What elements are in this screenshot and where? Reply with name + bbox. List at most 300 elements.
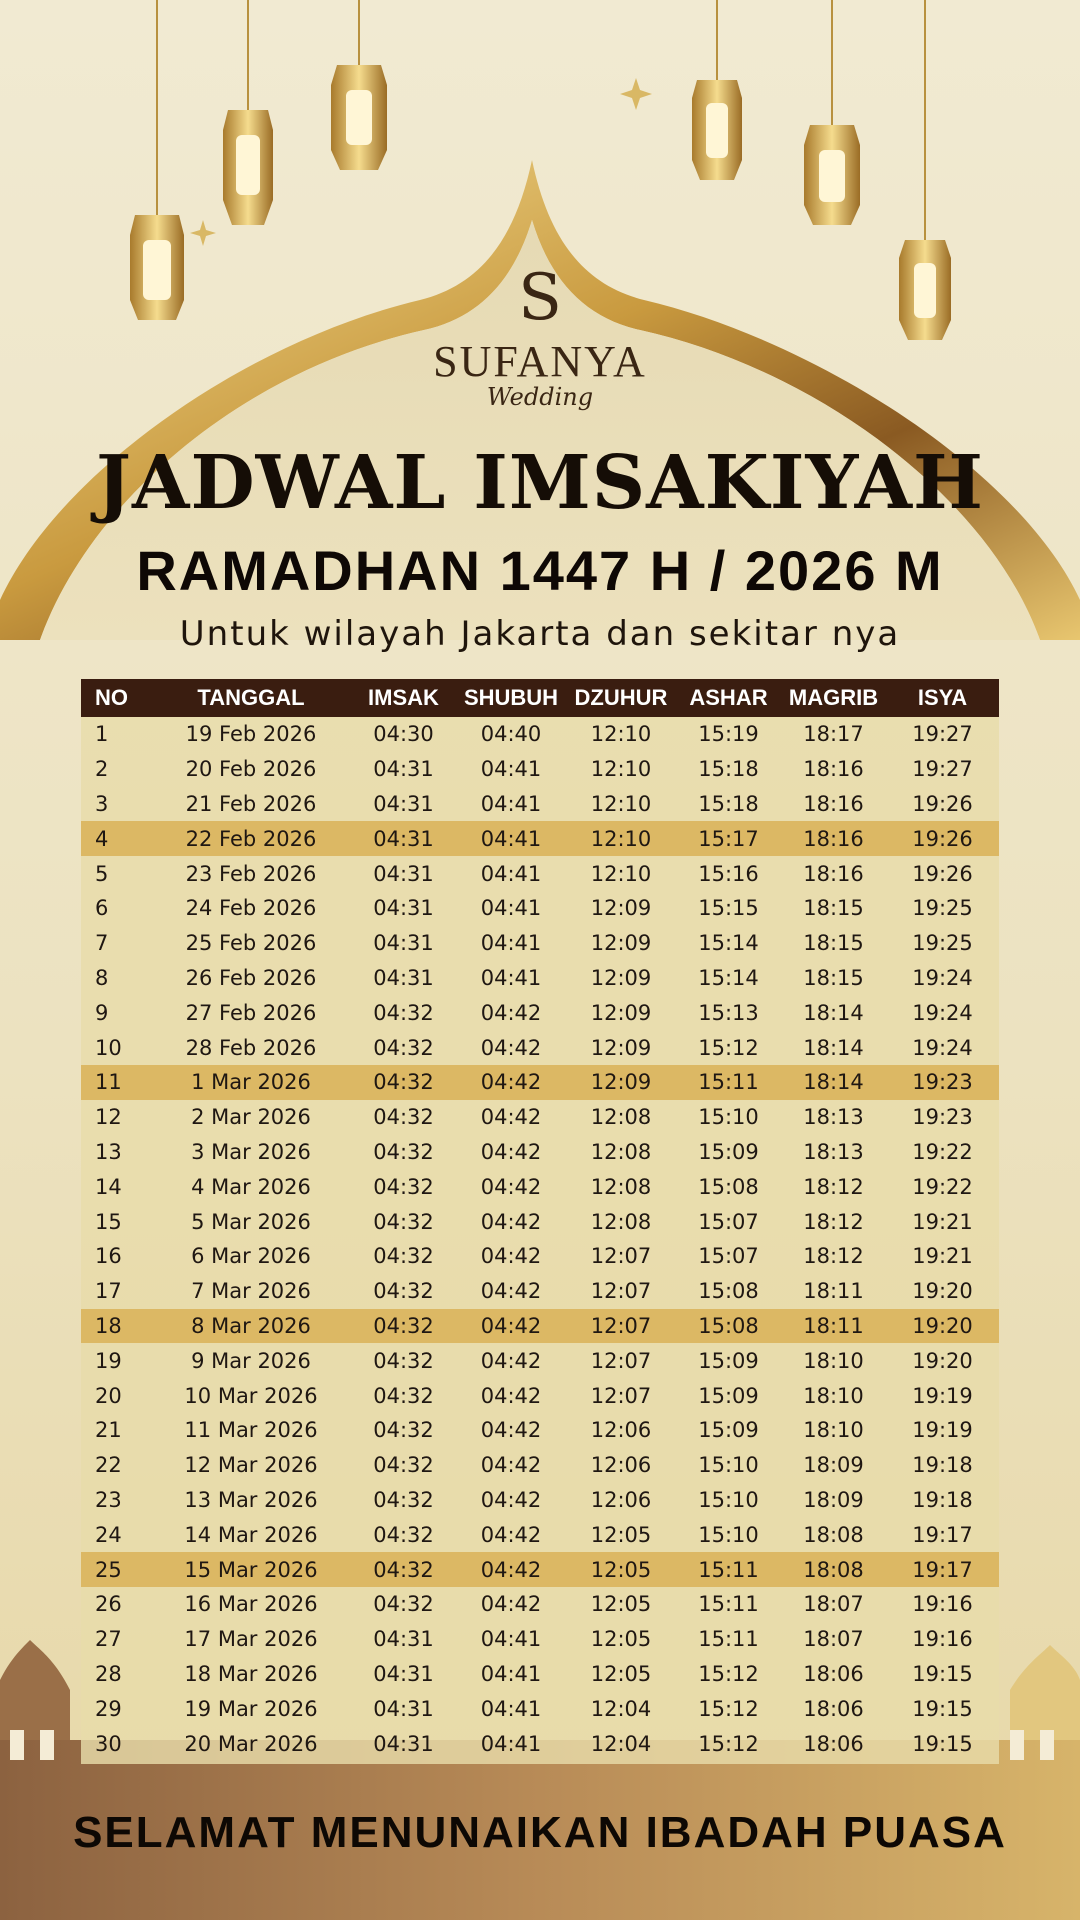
cell-shubuh: 04:41 bbox=[480, 931, 542, 956]
cell-magrib: 18:16 bbox=[803, 791, 864, 816]
cell-magrib: 18:12 bbox=[803, 1174, 864, 1199]
cell-imsak: 04:32 bbox=[351, 1309, 456, 1344]
lantern-3 bbox=[331, 0, 387, 170]
cell-magrib: 18:09 bbox=[803, 1453, 864, 1478]
cell-isya: 19:25 bbox=[912, 931, 973, 956]
cell-imsak: 04:31 bbox=[373, 861, 434, 886]
cell-magrib: 18:16 bbox=[803, 757, 864, 782]
cell-imsak: 04:32 bbox=[373, 1000, 434, 1025]
cell-shubuh: 04:42 bbox=[480, 1279, 542, 1304]
cell-dzuhur: 12:10 bbox=[590, 861, 652, 886]
cell-ashar: 15:12 bbox=[698, 1035, 759, 1060]
table-row bbox=[81, 891, 999, 926]
cell-magrib: 18:09 bbox=[803, 1487, 864, 1512]
cell-imsak: 04:31 bbox=[373, 1627, 434, 1652]
cell-magrib: 18:12 bbox=[803, 1244, 864, 1269]
cell-magrib: 18:10 bbox=[803, 1348, 864, 1373]
table-row bbox=[81, 995, 999, 1030]
cell-isya: 19:23 bbox=[912, 1105, 973, 1130]
cell-dzuhur: 12:09 bbox=[566, 1065, 676, 1100]
cell-magrib: 18:14 bbox=[803, 1000, 864, 1025]
cell-shubuh: 04:41 bbox=[456, 821, 566, 856]
cell-date: 8 Mar 2026 bbox=[151, 1309, 351, 1344]
cell-ashar: 15:11 bbox=[676, 1552, 781, 1587]
cell-shubuh: 04:41 bbox=[480, 757, 542, 782]
cell-isya: 19:23 bbox=[886, 1065, 999, 1100]
cell-shubuh: 04:42 bbox=[480, 1383, 542, 1408]
cell-no: 14 bbox=[95, 1174, 122, 1199]
lantern-6 bbox=[899, 0, 951, 340]
schedule-table-container bbox=[81, 679, 999, 1764]
cell-imsak: 04:32 bbox=[373, 1383, 434, 1408]
cell-magrib: 18:15 bbox=[803, 965, 864, 990]
cell-magrib: 18:16 bbox=[803, 861, 864, 886]
cell-date: 18 Mar 2026 bbox=[184, 1661, 318, 1686]
cell-magrib: 18:06 bbox=[803, 1661, 864, 1686]
cell-imsak: 04:32 bbox=[373, 1174, 434, 1199]
cell-shubuh: 04:41 bbox=[480, 965, 542, 990]
cell-isya: 19:19 bbox=[912, 1383, 973, 1408]
cell-isya: 19:20 bbox=[912, 1279, 973, 1304]
cell-dzuhur: 12:08 bbox=[590, 1105, 652, 1130]
table-row bbox=[81, 1483, 999, 1518]
page-subtitle: RAMADHAN 1447 H / 2026 M bbox=[136, 539, 944, 602]
cell-imsak: 04:31 bbox=[373, 1696, 434, 1721]
cell-date: 24 Feb 2026 bbox=[185, 896, 317, 921]
cell-no: 23 bbox=[95, 1487, 122, 1512]
cell-dzuhur: 12:07 bbox=[566, 1309, 676, 1344]
cell-date: 16 Mar 2026 bbox=[184, 1592, 318, 1617]
cell-isya: 19:26 bbox=[912, 861, 973, 886]
table-row bbox=[81, 856, 999, 891]
cell-no: 22 bbox=[95, 1453, 122, 1478]
table-row bbox=[81, 787, 999, 822]
cell-ashar: 15:10 bbox=[698, 1487, 759, 1512]
cell-shubuh: 04:41 bbox=[480, 861, 542, 886]
cell-isya: 19:18 bbox=[912, 1487, 973, 1512]
cell-ashar: 15:19 bbox=[698, 722, 759, 747]
cell-dzuhur: 12:08 bbox=[590, 1139, 652, 1164]
cell-date: 3 Mar 2026 bbox=[191, 1139, 311, 1164]
cell-date: 22 Feb 2026 bbox=[151, 821, 351, 856]
cell-ashar: 15:08 bbox=[698, 1174, 759, 1199]
cell-dzuhur: 12:06 bbox=[590, 1487, 652, 1512]
header-dzuhur: DZUHUR bbox=[574, 685, 668, 710]
mosque-silhouette-left bbox=[0, 1640, 70, 1740]
cell-shubuh: 04:41 bbox=[480, 1731, 542, 1756]
cell-magrib: 18:15 bbox=[803, 931, 864, 956]
cell-dzuhur: 12:07 bbox=[590, 1348, 652, 1373]
cell-shubuh: 04:42 bbox=[480, 1244, 542, 1269]
cell-imsak: 04:32 bbox=[373, 1209, 434, 1234]
cell-magrib: 18:13 bbox=[803, 1105, 864, 1130]
cell-isya: 19:17 bbox=[912, 1522, 973, 1547]
cell-imsak: 04:32 bbox=[373, 1244, 434, 1269]
cell-dzuhur: 12:05 bbox=[566, 1552, 676, 1587]
cell-magrib: 18:06 bbox=[803, 1731, 864, 1756]
cell-no: 2 bbox=[95, 757, 109, 782]
table-row bbox=[81, 1448, 999, 1483]
cell-date: 23 Feb 2026 bbox=[185, 861, 317, 886]
cell-shubuh: 04:42 bbox=[480, 1035, 542, 1060]
cell-dzuhur: 12:06 bbox=[590, 1453, 652, 1478]
cell-no: 13 bbox=[95, 1139, 122, 1164]
cell-isya: 19:25 bbox=[912, 896, 973, 921]
lantern-2 bbox=[223, 0, 273, 225]
cell-magrib: 18:15 bbox=[803, 896, 864, 921]
cell-magrib: 18:10 bbox=[803, 1383, 864, 1408]
cell-imsak: 04:32 bbox=[373, 1035, 434, 1060]
cell-dzuhur: 12:09 bbox=[590, 896, 652, 921]
cell-no: 1 bbox=[95, 722, 109, 747]
cell-dzuhur: 12:05 bbox=[590, 1592, 652, 1617]
table-row bbox=[81, 821, 999, 856]
footer-greeting: SELAMAT MENUNAIKAN IBADAH PUASA bbox=[73, 1808, 1007, 1857]
cell-date: 13 Mar 2026 bbox=[184, 1487, 318, 1512]
cell-isya: 19:18 bbox=[912, 1453, 973, 1478]
cell-dzuhur: 12:07 bbox=[590, 1244, 652, 1269]
cell-ashar: 15:18 bbox=[698, 757, 759, 782]
cell-date: 27 Feb 2026 bbox=[185, 1000, 317, 1025]
cell-no: 17 bbox=[95, 1279, 122, 1304]
cell-shubuh: 04:42 bbox=[480, 1174, 542, 1199]
table-row bbox=[81, 1239, 999, 1274]
cell-isya: 19:15 bbox=[912, 1696, 973, 1721]
header-ashar: ASHAR bbox=[689, 685, 768, 710]
cell-date: 1 Mar 2026 bbox=[151, 1065, 351, 1100]
cell-imsak: 04:32 bbox=[373, 1487, 434, 1512]
cell-isya: 19:22 bbox=[912, 1174, 973, 1199]
cell-ashar: 15:10 bbox=[698, 1453, 759, 1478]
table-row bbox=[81, 1135, 999, 1170]
cell-no: 16 bbox=[95, 1244, 122, 1269]
cell-date: 5 Mar 2026 bbox=[191, 1209, 311, 1234]
cell-ashar: 15:11 bbox=[676, 1065, 781, 1100]
table-row bbox=[81, 1726, 999, 1761]
cell-shubuh: 04:41 bbox=[480, 896, 542, 921]
cell-imsak: 04:32 bbox=[373, 1453, 434, 1478]
cell-imsak: 04:32 bbox=[351, 1552, 456, 1587]
cell-dzuhur: 12:09 bbox=[590, 1000, 652, 1025]
cell-date: 10 Mar 2026 bbox=[184, 1383, 318, 1408]
cell-magrib: 18:08 bbox=[781, 1552, 886, 1587]
cell-dzuhur: 12:07 bbox=[590, 1279, 652, 1304]
cell-isya: 19:16 bbox=[912, 1627, 973, 1652]
cell-magrib: 18:17 bbox=[803, 722, 864, 747]
cell-isya: 19:24 bbox=[912, 965, 973, 990]
cell-no: 21 bbox=[95, 1418, 122, 1443]
cell-no: 4 bbox=[81, 821, 151, 856]
cell-shubuh: 04:42 bbox=[480, 1000, 542, 1025]
cell-isya: 19:24 bbox=[912, 1035, 973, 1060]
cell-magrib: 18:08 bbox=[803, 1522, 864, 1547]
table-body bbox=[81, 717, 999, 1761]
cell-date: 12 Mar 2026 bbox=[184, 1453, 318, 1478]
cell-date: 7 Mar 2026 bbox=[191, 1279, 311, 1304]
cell-magrib: 18:14 bbox=[781, 1065, 886, 1100]
header-no: NO bbox=[95, 685, 128, 710]
header-date: TANGGAL bbox=[197, 685, 305, 710]
cell-isya: 19:15 bbox=[912, 1661, 973, 1686]
cell-dzuhur: 12:08 bbox=[590, 1209, 652, 1234]
cell-ashar: 15:15 bbox=[698, 896, 759, 921]
table-row bbox=[81, 1274, 999, 1309]
cell-ashar: 15:08 bbox=[676, 1309, 781, 1344]
cell-isya: 19:19 bbox=[912, 1418, 973, 1443]
cell-dzuhur: 12:09 bbox=[590, 1035, 652, 1060]
cell-dzuhur: 12:05 bbox=[590, 1522, 652, 1547]
cell-date: 19 Mar 2026 bbox=[184, 1696, 318, 1721]
cell-shubuh: 04:42 bbox=[480, 1418, 542, 1443]
cell-ashar: 15:18 bbox=[698, 791, 759, 816]
header-imsak: IMSAK bbox=[368, 685, 439, 710]
cell-dzuhur: 12:10 bbox=[590, 757, 652, 782]
mosque-silhouette-right bbox=[1010, 1645, 1080, 1740]
cell-no: 5 bbox=[95, 861, 109, 886]
cell-shubuh: 04:41 bbox=[480, 1661, 542, 1686]
cell-magrib: 18:06 bbox=[803, 1696, 864, 1721]
header-isya: ISYA bbox=[917, 685, 968, 710]
cell-ashar: 15:09 bbox=[698, 1348, 759, 1373]
cell-isya: 19:21 bbox=[912, 1209, 973, 1234]
cell-dzuhur: 12:05 bbox=[590, 1627, 652, 1652]
schedule-table bbox=[81, 679, 999, 1761]
cell-magrib: 18:12 bbox=[803, 1209, 864, 1234]
cell-no: 7 bbox=[95, 931, 109, 956]
cell-isya: 19:27 bbox=[912, 757, 973, 782]
cell-dzuhur: 12:09 bbox=[590, 931, 652, 956]
cell-ashar: 15:12 bbox=[698, 1731, 759, 1756]
header-shubuh: SHUBUH bbox=[463, 685, 559, 710]
table-row bbox=[81, 926, 999, 961]
cell-imsak: 04:30 bbox=[373, 722, 434, 747]
cell-ashar: 15:14 bbox=[698, 965, 759, 990]
cell-imsak: 04:31 bbox=[373, 1731, 434, 1756]
lantern-5 bbox=[804, 0, 860, 225]
cell-date: 15 Mar 2026 bbox=[151, 1552, 351, 1587]
table-row bbox=[81, 1204, 999, 1239]
cell-no: 30 bbox=[95, 1731, 122, 1756]
table-row bbox=[81, 1517, 999, 1552]
cell-ashar: 15:07 bbox=[698, 1209, 759, 1234]
cell-ashar: 15:09 bbox=[698, 1383, 759, 1408]
cell-dzuhur: 12:06 bbox=[590, 1418, 652, 1443]
cell-magrib: 18:16 bbox=[781, 821, 886, 856]
brand-monogram: S bbox=[518, 261, 562, 335]
cell-shubuh: 04:42 bbox=[480, 1105, 542, 1130]
page-title: JADWAL IMSAKIYAH bbox=[96, 440, 984, 526]
cell-date: 11 Mar 2026 bbox=[184, 1418, 318, 1443]
cell-isya: 19:26 bbox=[912, 791, 973, 816]
cell-magrib: 18:10 bbox=[803, 1418, 864, 1443]
table-row bbox=[81, 1309, 999, 1344]
cell-isya: 19:16 bbox=[912, 1592, 973, 1617]
cell-no: 9 bbox=[95, 1000, 109, 1025]
cell-date: 9 Mar 2026 bbox=[191, 1348, 311, 1373]
cell-no: 12 bbox=[95, 1105, 122, 1130]
cell-imsak: 04:31 bbox=[351, 821, 456, 856]
cell-dzuhur: 12:10 bbox=[566, 821, 676, 856]
cell-magrib: 18:13 bbox=[803, 1139, 864, 1164]
cell-ashar: 15:14 bbox=[698, 931, 759, 956]
cell-shubuh: 04:41 bbox=[480, 1627, 542, 1652]
cell-no: 15 bbox=[95, 1209, 122, 1234]
cell-date: 19 Feb 2026 bbox=[185, 722, 317, 747]
cell-isya: 19:20 bbox=[912, 1348, 973, 1373]
cell-ashar: 15:10 bbox=[698, 1105, 759, 1130]
cell-dzuhur: 12:07 bbox=[590, 1383, 652, 1408]
cell-ashar: 15:12 bbox=[698, 1661, 759, 1686]
table-row bbox=[81, 717, 999, 752]
cell-ashar: 15:16 bbox=[698, 861, 759, 886]
table-row bbox=[81, 752, 999, 787]
cell-date: 6 Mar 2026 bbox=[191, 1244, 311, 1269]
cell-magrib: 18:07 bbox=[803, 1627, 864, 1652]
cell-magrib: 18:14 bbox=[803, 1035, 864, 1060]
cell-isya: 19:26 bbox=[886, 821, 999, 856]
cell-shubuh: 04:42 bbox=[456, 1065, 566, 1100]
cell-imsak: 04:31 bbox=[373, 757, 434, 782]
cell-no: 26 bbox=[95, 1592, 122, 1617]
table-row bbox=[81, 1169, 999, 1204]
table-row bbox=[81, 1100, 999, 1135]
cell-imsak: 04:32 bbox=[351, 1065, 456, 1100]
cell-ashar: 15:13 bbox=[698, 1000, 759, 1025]
cell-ashar: 15:11 bbox=[698, 1627, 759, 1652]
cell-magrib: 18:07 bbox=[803, 1592, 864, 1617]
brand-tagline: Wedding bbox=[486, 383, 594, 411]
cell-imsak: 04:32 bbox=[373, 1279, 434, 1304]
cell-imsak: 04:31 bbox=[373, 1661, 434, 1686]
table-row bbox=[81, 1343, 999, 1378]
cell-ashar: 15:09 bbox=[698, 1139, 759, 1164]
table-row bbox=[81, 1378, 999, 1413]
cell-date: 25 Feb 2026 bbox=[185, 931, 317, 956]
cell-shubuh: 04:42 bbox=[456, 1309, 566, 1344]
cell-no: 11 bbox=[81, 1065, 151, 1100]
cell-shubuh: 04:42 bbox=[456, 1552, 566, 1587]
table-row bbox=[81, 1413, 999, 1448]
cell-isya: 19:24 bbox=[912, 1000, 973, 1025]
cell-date: 20 Feb 2026 bbox=[185, 757, 317, 782]
cell-no: 28 bbox=[95, 1661, 122, 1686]
cell-no: 8 bbox=[95, 965, 109, 990]
cell-dzuhur: 12:10 bbox=[590, 722, 652, 747]
brand-name: SUFANYA bbox=[433, 337, 647, 386]
cell-shubuh: 04:42 bbox=[480, 1453, 542, 1478]
cell-date: 28 Feb 2026 bbox=[185, 1035, 317, 1060]
lantern-1 bbox=[130, 0, 184, 320]
cell-date: 17 Mar 2026 bbox=[184, 1627, 318, 1652]
sparkle-icon bbox=[620, 78, 652, 110]
cell-no: 10 bbox=[95, 1035, 122, 1060]
cell-no: 29 bbox=[95, 1696, 122, 1721]
cell-imsak: 04:32 bbox=[373, 1592, 434, 1617]
cell-ashar: 15:10 bbox=[698, 1522, 759, 1547]
cell-dzuhur: 12:05 bbox=[590, 1661, 652, 1686]
table-row bbox=[81, 1657, 999, 1692]
cell-shubuh: 04:41 bbox=[480, 1696, 542, 1721]
cell-no: 20 bbox=[95, 1383, 122, 1408]
table-row bbox=[81, 1691, 999, 1726]
cell-imsak: 04:32 bbox=[373, 1139, 434, 1164]
cell-ashar: 15:09 bbox=[698, 1418, 759, 1443]
cell-shubuh: 04:42 bbox=[480, 1592, 542, 1617]
table-row bbox=[81, 1552, 999, 1587]
cell-shubuh: 04:40 bbox=[480, 722, 542, 747]
table-row bbox=[81, 961, 999, 996]
table-row bbox=[81, 1065, 999, 1100]
cell-date: 20 Mar 2026 bbox=[184, 1731, 318, 1756]
cell-dzuhur: 12:09 bbox=[590, 965, 652, 990]
brand-logo bbox=[340, 262, 740, 411]
lantern-4 bbox=[692, 0, 742, 180]
cell-no: 18 bbox=[81, 1309, 151, 1344]
cell-date: 2 Mar 2026 bbox=[191, 1105, 311, 1130]
table-row bbox=[81, 1030, 999, 1065]
cell-isya: 19:27 bbox=[912, 722, 973, 747]
cell-imsak: 04:31 bbox=[373, 896, 434, 921]
cell-no: 3 bbox=[95, 791, 109, 816]
cell-ashar: 15:11 bbox=[698, 1592, 759, 1617]
cell-shubuh: 04:42 bbox=[480, 1348, 542, 1373]
cell-date: 4 Mar 2026 bbox=[191, 1174, 311, 1199]
cell-shubuh: 04:42 bbox=[480, 1522, 542, 1547]
cell-shubuh: 04:42 bbox=[480, 1209, 542, 1234]
cell-isya: 19:20 bbox=[886, 1309, 999, 1344]
cell-dzuhur: 12:04 bbox=[590, 1696, 652, 1721]
cell-imsak: 04:31 bbox=[373, 965, 434, 990]
cell-date: 14 Mar 2026 bbox=[184, 1522, 318, 1547]
cell-date: 21 Feb 2026 bbox=[185, 791, 317, 816]
cell-magrib: 18:11 bbox=[803, 1279, 864, 1304]
cell-date: 26 Feb 2026 bbox=[185, 965, 317, 990]
cell-imsak: 04:31 bbox=[373, 931, 434, 956]
sparkle-icon bbox=[190, 220, 216, 246]
cell-shubuh: 04:41 bbox=[480, 791, 542, 816]
cell-dzuhur: 12:08 bbox=[590, 1174, 652, 1199]
cell-shubuh: 04:42 bbox=[480, 1487, 542, 1512]
cell-no: 19 bbox=[95, 1348, 122, 1373]
cell-imsak: 04:31 bbox=[373, 791, 434, 816]
cell-no: 24 bbox=[95, 1522, 122, 1547]
cell-ashar: 15:17 bbox=[676, 821, 781, 856]
table-row bbox=[81, 1622, 999, 1657]
cell-magrib: 18:11 bbox=[781, 1309, 886, 1344]
cell-imsak: 04:32 bbox=[373, 1522, 434, 1547]
cell-isya: 19:21 bbox=[912, 1244, 973, 1269]
cell-no: 27 bbox=[95, 1627, 122, 1652]
cell-ashar: 15:08 bbox=[698, 1279, 759, 1304]
cell-isya: 19:17 bbox=[886, 1552, 999, 1587]
cell-imsak: 04:32 bbox=[373, 1418, 434, 1443]
cell-imsak: 04:32 bbox=[373, 1105, 434, 1130]
cell-no: 6 bbox=[95, 896, 109, 921]
cell-dzuhur: 12:04 bbox=[590, 1731, 652, 1756]
cell-ashar: 15:07 bbox=[698, 1244, 759, 1269]
cell-isya: 19:15 bbox=[912, 1731, 973, 1756]
cell-shubuh: 04:42 bbox=[480, 1139, 542, 1164]
cell-ashar: 15:12 bbox=[698, 1696, 759, 1721]
table-row bbox=[81, 1587, 999, 1622]
cell-no: 25 bbox=[81, 1552, 151, 1587]
header-magrib: MAGRIB bbox=[788, 685, 879, 710]
table-header-row bbox=[81, 679, 999, 717]
cell-imsak: 04:32 bbox=[373, 1348, 434, 1373]
cell-isya: 19:22 bbox=[912, 1139, 973, 1164]
cell-dzuhur: 12:10 bbox=[590, 791, 652, 816]
region-text: Untuk wilayah Jakarta dan sekitar nya bbox=[179, 614, 901, 654]
